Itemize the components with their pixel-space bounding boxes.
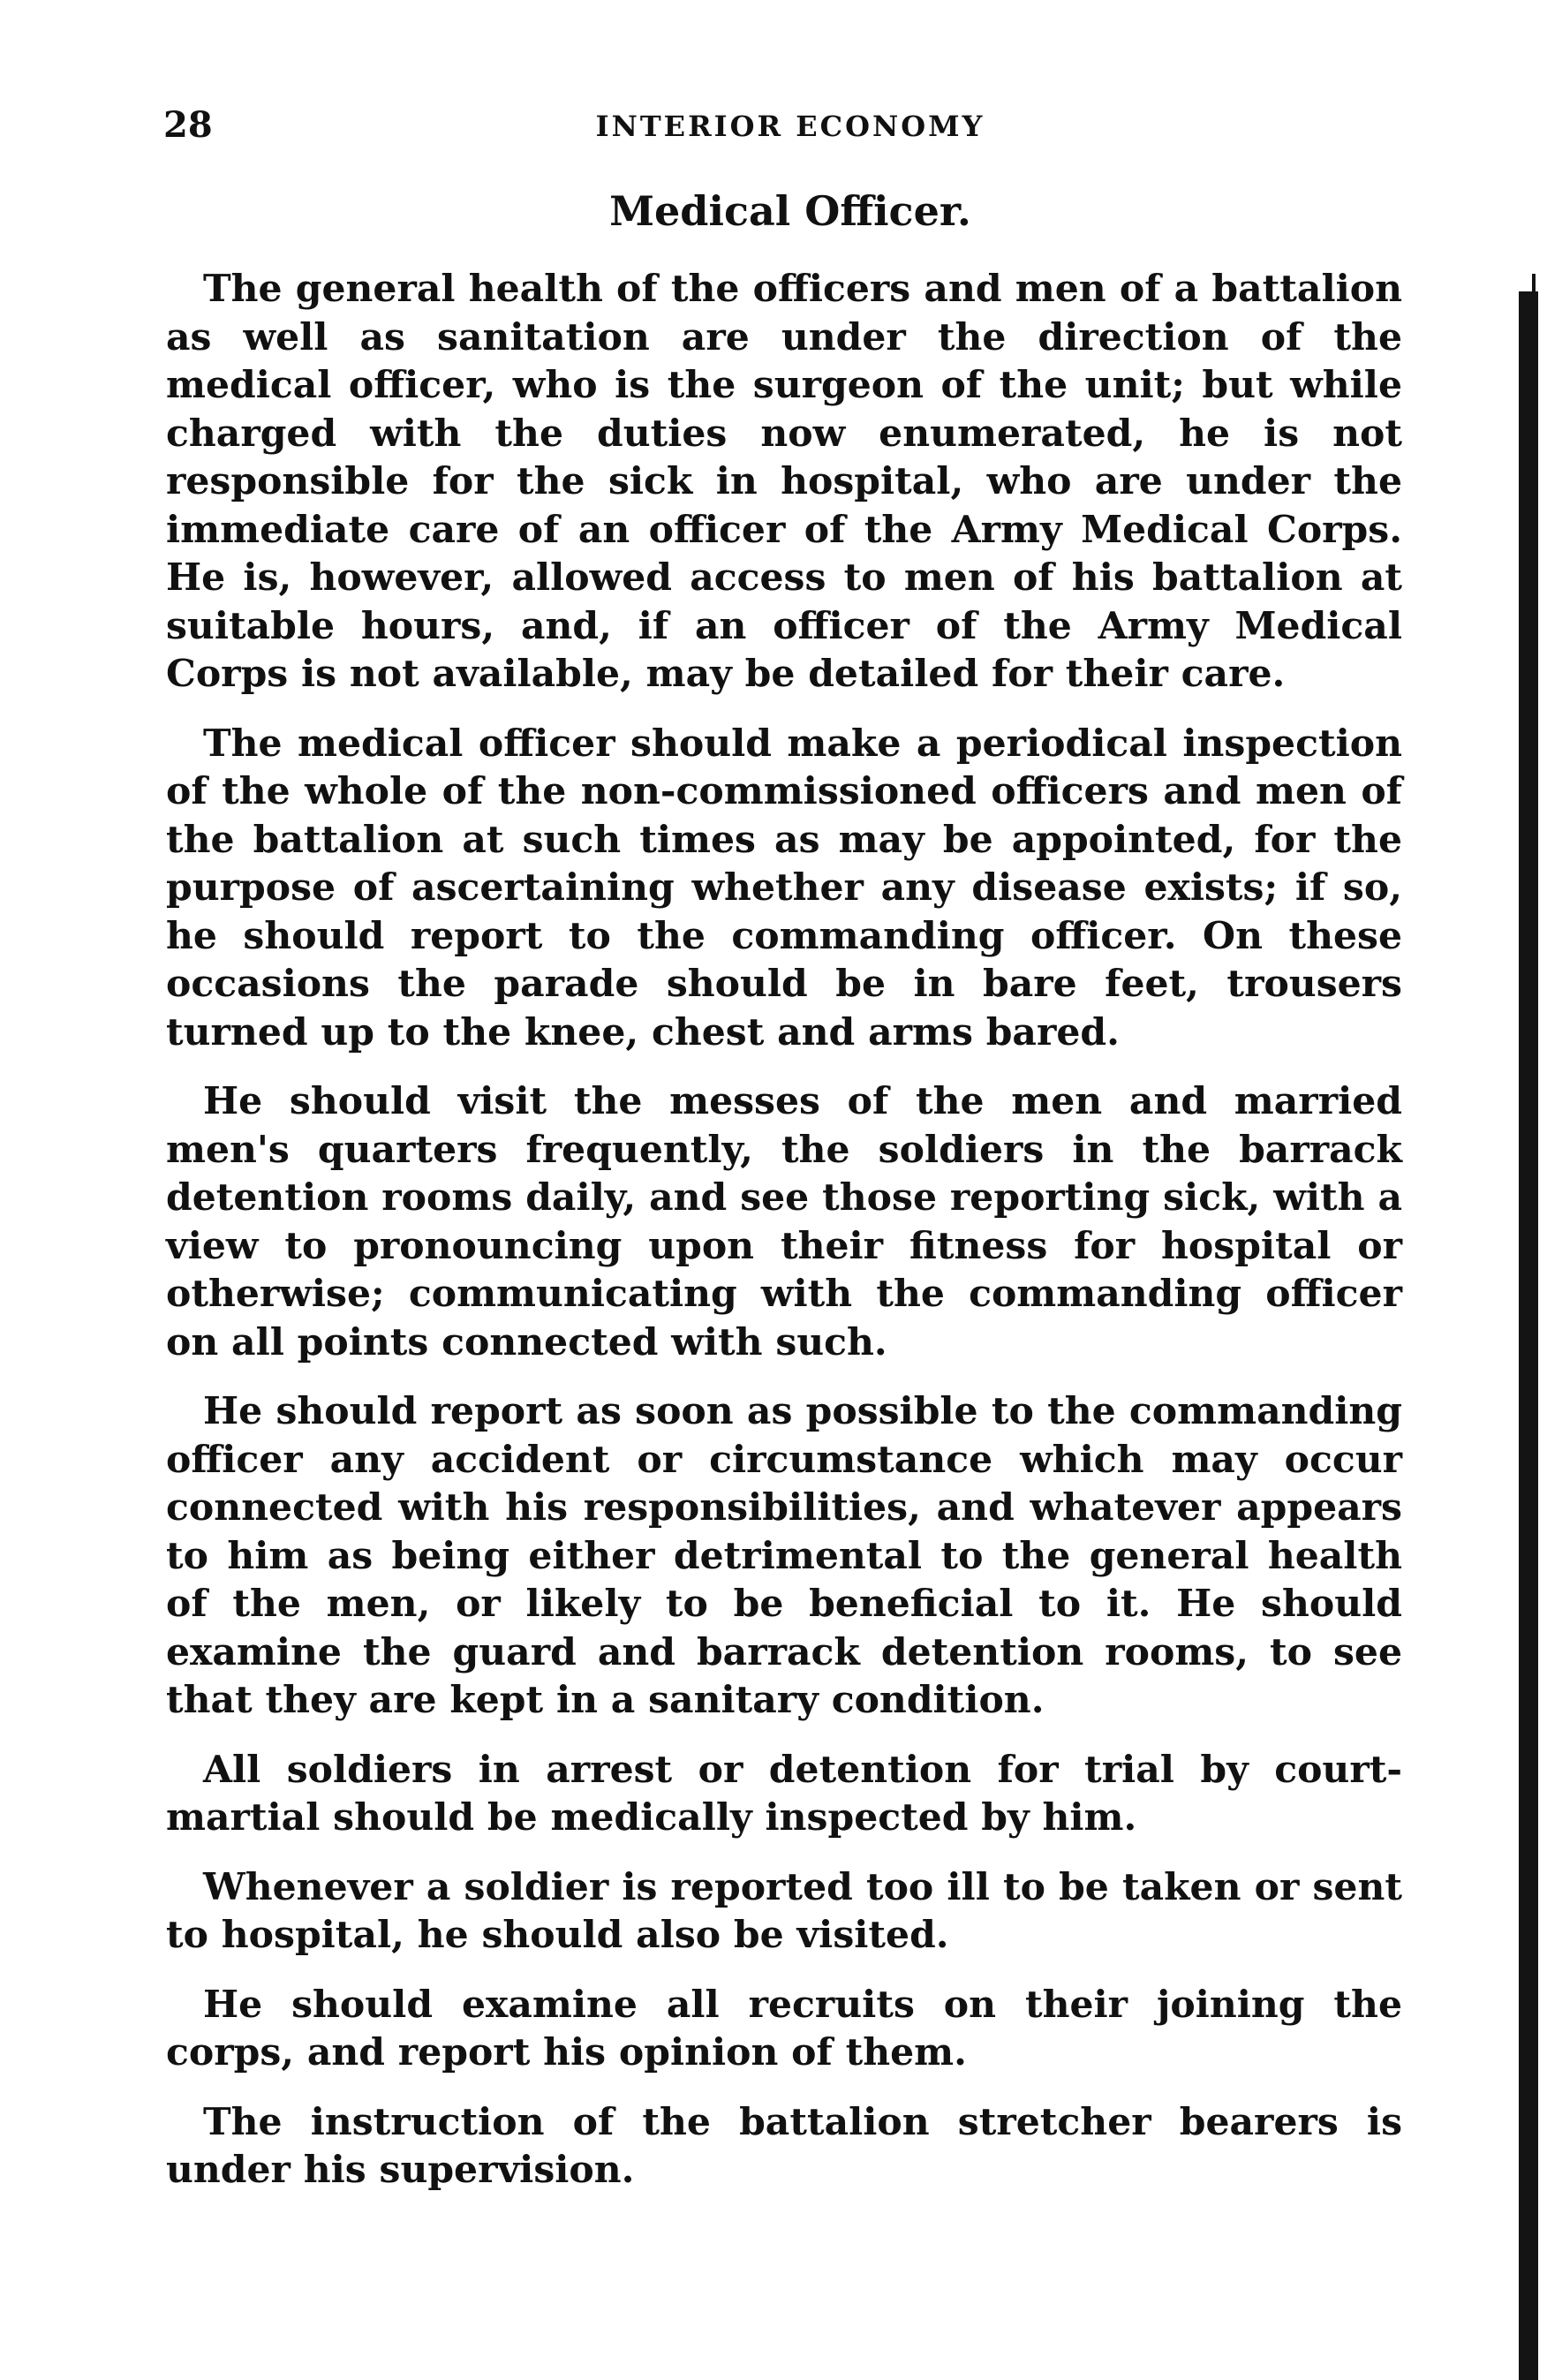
- page-edge-shadow: [1519, 291, 1538, 2380]
- paragraph: The general health of the officers and men of a battalion as well as sanitation are under the direction of the medical officer, who is the surgeon of the unit; but while charged with the duties now enumerated, he is not responsible for the sick in hospital, who are under the immediate care of an officer of the Army Medical Corps. He is, however, allowed access to men of his battalion at suitable hours, and, if an officer of the Army Medical Corps is not available, may be detailed for their care.: [166, 267, 1402, 696]
- running-head: [163, 104, 1417, 157]
- paragraph: The instruction of the battalion stretcher bearers is under his supervision.: [166, 2099, 1402, 2192]
- section-title: Medical Officer.: [609, 187, 971, 235]
- body-text: [166, 265, 1402, 2216]
- paragraph: The medical officer should make a periodical inspection of the whole of the non-commissioned officers and men of the battalion at such times as may be appointed, for the purpose of ascertaining whether any disease exists; if so, he should report to the commanding officer. On these occasions the parade should be in bare feet, trousers turned up to the knee, chest and arms bared.: [166, 721, 1402, 1054]
- paragraph: He should examine all recruits on their joining the corps, and report his opinion of them.: [166, 1982, 1402, 2074]
- paragraph: All soldiers in arrest or detention for trial by court-martial should be medically inspected by him.: [166, 1747, 1402, 1840]
- paragraph: He should visit the messes of the men and married men's quarters frequently, the soldiers in the barrack detention rooms daily, and see those reporting sick, with a view to pronouncing upon their fitness for hospital or otherwise; communicating with the commanding officer on all points connected with such.: [166, 1079, 1402, 1364]
- paragraph: Whenever a soldier is reported too ill to be taken or sent to hospital, he should also be visited.: [166, 1864, 1402, 1957]
- page-number: 28: [163, 104, 213, 146]
- running-title: INTERIOR ECONOMY: [595, 110, 985, 143]
- paragraph: He should report as soon as possible to the commanding officer any accident or circumstance which may occur connected with his responsibilities, and whatever appears to him as being either detrimental to the general health of the men, or likely to be beneficial to it. He should examine the guard and barrack detention rooms, to see that they are kept in a sanitary condition.: [166, 1389, 1402, 1722]
